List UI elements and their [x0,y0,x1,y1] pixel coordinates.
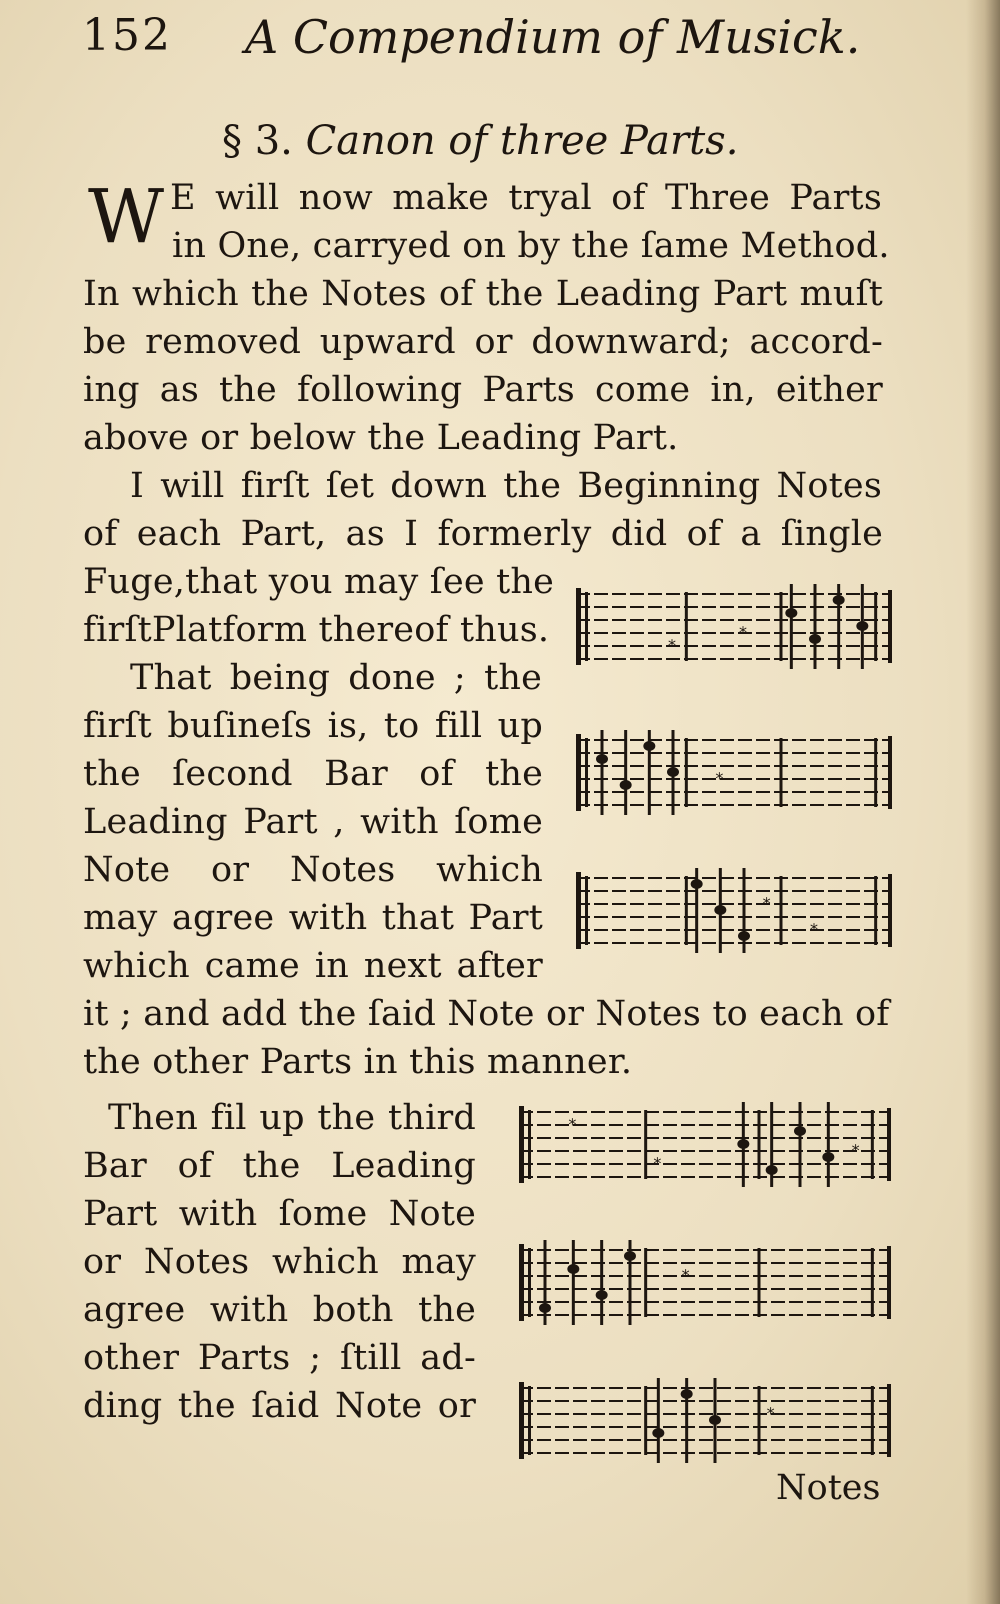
clef-mark [528,1386,531,1455]
catchword: Notes [776,1468,881,1508]
bar-line [780,592,783,661]
note-head [856,621,868,631]
clef-mark [576,734,581,811]
music-staff-3 [572,868,896,964]
note-head [833,595,845,605]
text-line: firſt buſineſs is, to fill up [83,706,543,746]
running-title: A Compendium of Musick. [245,10,861,64]
text-line: In which the Notes of the Leading Part muſt [83,274,883,314]
page-edge-shadow [966,0,1000,1604]
text-line: it ; and add the ſaid Note or Notes to each of [83,994,890,1034]
clef-mark [585,738,588,807]
staff-drawing [572,584,896,680]
end-bar [887,1384,891,1457]
text-line: Part with ſome Note [83,1194,476,1234]
text-line: above or below the Leading Part. [83,418,679,458]
bar-line [780,876,783,945]
tablature-letter: ⁎ [668,631,676,650]
bar-line [780,738,783,807]
clef-mark [576,872,581,949]
bar-line [874,738,877,807]
tablature-letter: ⁎ [568,1110,577,1129]
end-bar [887,1246,891,1319]
note-head [794,1126,806,1136]
staff-drawing [515,1240,895,1336]
clef-mark [585,876,588,945]
note-head [567,1264,579,1274]
text-line: agree with both the [83,1290,476,1330]
note-head [596,754,608,764]
note-head [624,1251,636,1261]
text-line: ing as the following Parts come in, either [83,370,883,410]
text-line: in One, carryed on by the ſame Method. [172,226,890,266]
clef-mark [528,1248,531,1317]
clef-mark [519,1382,524,1459]
note-head [620,780,632,790]
bar-line [871,1248,874,1317]
text-line: the other Parts in this manner. [83,1042,633,1082]
music-staff-6 [515,1378,895,1474]
music-staff-4 [515,1102,895,1198]
tablature-letter: ⁎ [653,1149,662,1168]
bar-line [874,876,877,945]
note-head [667,767,679,777]
bar-line [644,1386,647,1455]
note-head [737,1139,749,1149]
clef-mark [528,1110,531,1179]
text-line: may agree with that Part [83,898,543,938]
note-head [643,741,655,751]
bar-line [644,1110,647,1179]
music-staff-1 [572,584,896,680]
note-head [766,1165,778,1175]
text-line: That being done ; the [130,658,542,698]
section-mark: § [222,118,242,164]
note-head [652,1428,664,1438]
bar-line [758,1110,761,1179]
music-staff-5 [515,1240,895,1336]
note-head [822,1152,834,1162]
text-line: or Notes which may [83,1242,476,1282]
text-line: firſtPlatform thereof thus. [83,610,550,650]
note-head [809,634,821,644]
text-line: Leading Part , with ſome [83,802,543,842]
tablature-letter: ⁎ [681,1261,690,1280]
text-line: of each Part, as I formerly did of a ſingle [83,514,883,554]
drop-capital: W [88,174,165,260]
note-head [539,1303,551,1313]
bar-line [758,1386,761,1455]
text-line: which came in next after [83,946,543,986]
note-head [714,905,726,915]
staff-drawing [572,868,896,964]
text-line: I will firſt ſet down the Beginning Notes [130,466,882,506]
note-head [785,608,797,618]
bar-line [758,1248,761,1317]
tablature-letter: ⁎ [762,889,771,908]
end-bar [888,874,892,947]
text-line: Fuge,that you may ſee the [83,562,555,602]
end-bar [888,736,892,809]
bar-line [685,876,688,945]
bar-line [685,738,688,807]
text-line: be removed upward or downward; accord- [83,322,883,362]
tablature-letter: ⁎ [851,1136,860,1155]
page-number: 152 [82,10,172,61]
tablature-letter: ⁎ [766,1399,775,1418]
note-head [691,879,703,889]
end-bar [888,590,892,663]
clef-mark [519,1244,524,1321]
clef-mark [576,588,581,665]
end-bar [887,1108,891,1181]
text-line: Bar of the Leading [83,1146,476,1186]
bar-line [685,592,688,661]
clef-mark [519,1106,524,1183]
staff-drawing [572,730,896,826]
section-number: 3. [254,118,293,164]
section-heading [222,118,738,164]
tablature-letter: ⁎ [715,764,724,783]
text-line: ding the ſaid Note or [83,1386,476,1426]
text-line: the ſecond Bar of the [83,754,543,794]
note-head [709,1415,721,1425]
music-staff-2 [572,730,896,826]
bar-line [874,592,877,661]
bar-line [871,1110,874,1179]
tablature-letter: ⁎ [810,915,818,934]
tablature-letter: ⁎ [739,618,747,637]
staff-drawing [515,1102,895,1198]
bar-line [644,1248,647,1317]
clef-mark [585,592,588,661]
text-line: Note or Notes which [83,850,543,890]
staff-drawing [515,1378,895,1474]
note-head [738,931,750,941]
text-line: E will now make tryal of Three Parts [170,178,882,218]
text-line: other Parts ; ſtill ad- [83,1338,476,1378]
text-line: Then fil up the third [108,1098,476,1138]
section-title: Canon of three Parts. [305,118,739,164]
note-head [596,1290,608,1300]
note-head [681,1389,693,1399]
bar-line [871,1386,874,1455]
